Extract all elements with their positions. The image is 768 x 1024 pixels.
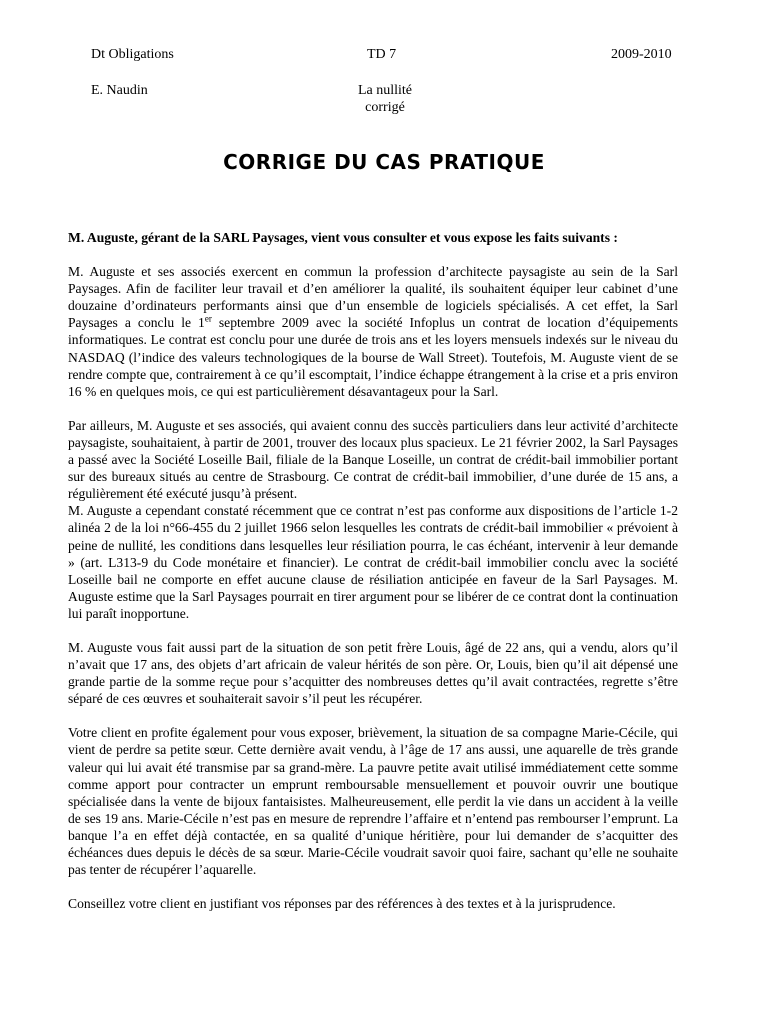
header-topic-line2: corrigé (365, 100, 405, 115)
header-topic (340, 82, 430, 116)
header-course-name: Dt Obligations (91, 47, 174, 62)
header-author: E. Naudin (91, 83, 148, 98)
paragraph-1 (68, 263, 678, 400)
header-td-number: TD 7 (367, 47, 397, 62)
document-body (68, 229, 678, 929)
paragraph-1-text-b: septembre 2009 avec la société Infoplus un contrat de location d’équipements informatiques. Le contrat est conclu pour une durée de trois ans et les loyers mensuels indexés sur le niveau du NASDAQ (l’indice des valeurs technologiques de la bourse de Wall Street). Toutefois, M. Auguste vient de se rendre compte que, contrairement à ce qu’il escomptait, l’indice échappe étrangement à la crise et a pris environ 16 % en quelques mois, ce qui est particulièrement désavantageux pour la Sarl. (68, 315, 678, 399)
paragraph-2: Par ailleurs, M. Auguste et ses associés, qui avaient connu des succès particuliers dans leur activité d’architecte paysagiste, souhaitaient, à partir de 2001, trouver des locaux plus spacieux. Le 21 février 2002, la Sarl Paysages a passé avec la Société Loseille Bail, filiale de la Banque Loseille, un contrat de crédit-bail immobilier portant sur des bureaux situés au centre de Strasbourg. Ce contrat de crédit-bail immobilier, d’une durée de 15 ans, a régulièrement été exécuté jusqu’à présent. (68, 417, 678, 502)
paragraph-5: Votre client en profite également pour vous exposer, brièvement, la situation de sa compagne Marie-Cécile, qui vient de perdre sa petite sœur. Cette dernière avait vendu, à l’âge de 17 ans aussi, une aquarelle de très grande valeur qui lui avait été transmise par sa grand-mère. La pauvre petite avait utilisé immédiatement cette somme comme apport pour contracter un emprunt remboursable mensuellement et pouvoir ouvrir une boutique spécialisée dans la vente de bijoux fantaisistes. Malheureusement, elle perdit la vie dans un accident à la veille de ses 19 ans. Marie-Cécile n’est pas en mesure de reprendre l’affaire et n’entend pas rembourser l’emprunt. La banque l’a en effet déjà contactée, en sa qualité d’unique héritière, pour lui demander de s’acquitter des échéances dues depuis le décès de sa sœur. Marie-Cécile voudrait savoir quoi faire, sachant qu’elle ne souhaite pas tenter de récupérer l’aquarelle. (68, 725, 678, 878)
paragraph-3: M. Auguste a cependant constaté récemment que ce contrat n’est pas conforme aux dispositions de l’article 1-2 alinéa 2 de la loi n°66-455 du 2 juillet 1966 selon lesquelles les contrats de crédit-bail immobilier « prévoient à peine de nullité, les conditions dans lesquelles leur résiliation pourra, le cas échéant, intervenir à leur demande » (art. L313-9 du Code monétaire et financier). Le contrat de crédit-bail immobilier conclu avec la société Loseille bail ne comporte en effet aucune clause de résiliation anticipée en faveur de la Sarl Paysages. M. Auguste estime que la Sarl Paysages pourrait en tirer argument pour se libérer de ce contrat dont la continuation lui paraît inopportune. (68, 503, 678, 621)
ordinal-superscript: er (204, 313, 212, 324)
paragraph-4: M. Auguste vous fait aussi part de la situation de son petit frère Louis, âgé de 22 ans, qui a vendu, alors qu’il n’avait que 17 ans, des objets d’art africain de valeur hérités de son père. Or, Louis, bien qu’il ait dépensé une grande partie de la somme reçue pour s’acquitter des nombreuses dettes qu’il avait contractées, regrette s’être séparé de ces œuvres et souhaiterait savoir s’il peut les récupérer. (68, 639, 678, 707)
header-academic-year: 2009-2010 (611, 47, 672, 62)
header-topic-line1: La nullité (357, 83, 413, 98)
intro-paragraph: M. Auguste, gérant de la SARL Paysages, vient vous consulter et vous expose les faits suivants : (68, 230, 618, 245)
page-title: CORRIGE DU CAS PRATIQUE (223, 150, 545, 174)
paragraph-1-text-a: M. Auguste et ses associés exercent en commun la profession d’architecte paysagiste au sein de la Sarl Paysages. Afin de faciliter leur travail et d’en améliorer la qualité, ils souhaitent équiper leur cabinet d’une douzaine d’ordinateurs performants ainsi que d’un ensemble de logiciels spécialisés. A cet effet, la Sarl Paysages a conclu le 1 (68, 264, 678, 331)
paragraph-6: Conseillez votre client en justifiant vos réponses par des références à des textes et à la jurisprudence. (68, 896, 616, 912)
